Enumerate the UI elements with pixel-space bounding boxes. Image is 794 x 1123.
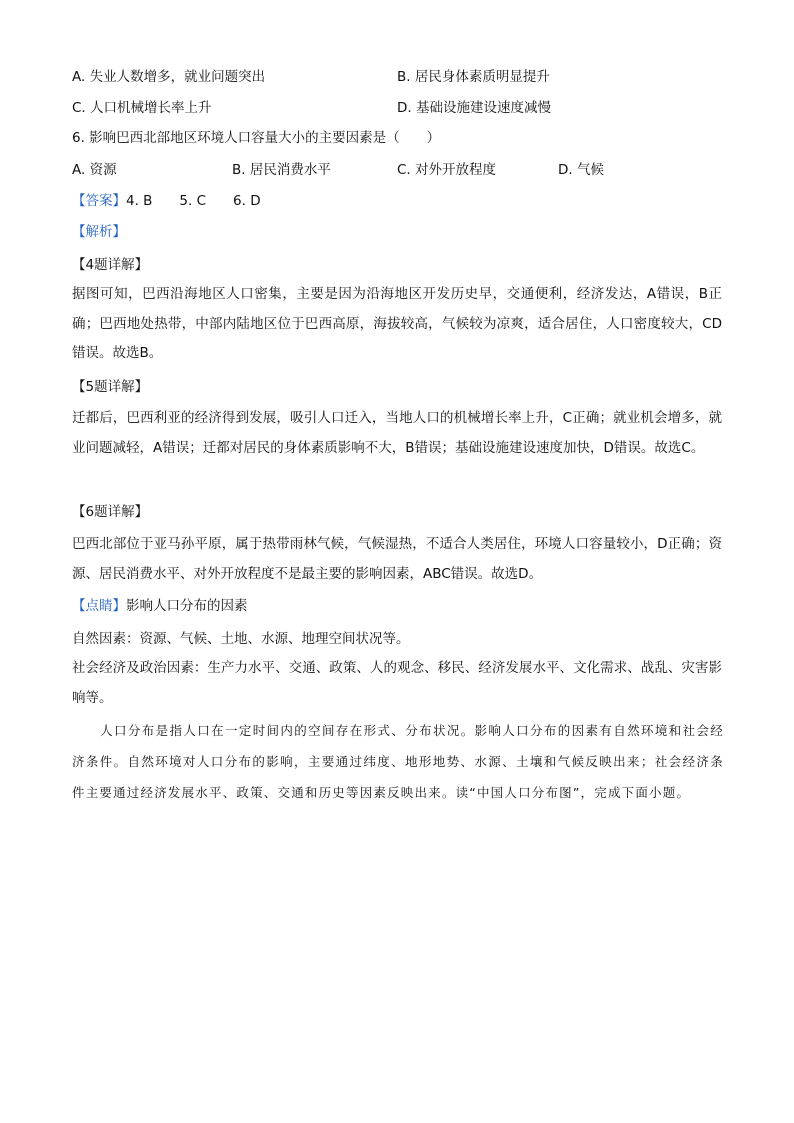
detail4-body: 据图可知，巴西沿海地区人口密集，主要是因为沿海地区开发历史早，交通便利，经济发达，A错误，B正确；巴西地处热带，中部内陆地区位于巴西高原，海拔较高，气候较为凉爽，适合居住，人口密度较大，CD错误。故选B。 <box>72 286 722 361</box>
q6-option-a: A. 资源 <box>72 162 117 178</box>
intro-paragraph <box>72 715 724 808</box>
detail5-heading: 【5题详解】 <box>72 379 149 395</box>
q6-stem: 6. 影响巴西北部地区环境人口容量大小的主要因素是（ ） <box>72 130 441 146</box>
answer-text: 4. B 5. C 6. D <box>126 193 261 209</box>
detail6-heading: 【6题详解】 <box>72 504 149 520</box>
social-factors: 社会经济及政治因素：生产力水平、交通、政策、人的观念、移民、经济发展水平、文化需求、战乱、灾害影响等。 <box>72 660 722 706</box>
answer-tag: 【答案】 <box>72 193 126 209</box>
detail4-heading: 【4题详解】 <box>72 257 149 273</box>
natural-factors: 自然因素：资源、气候、土地、水源、地理空间状况等。 <box>72 631 410 647</box>
q6-option-b: B. 居民消费水平 <box>232 162 331 178</box>
intro-text: 人口分布是指人口在一定时间内的空间存在形式、分布状况。影响人口分布的因素有自然环境和社会经济条件。自然环境对人口分布的影响，主要通过纬度、地形地势、水源、土壤和气候反映出来；社会经济条件主要通过经济发展水平、政策、交通和历史等因素反映出来。读“中国人口分布图”，完成下面小题。 <box>72 723 724 800</box>
answer-line <box>72 191 261 211</box>
q5-option-c: C. 人口机械增长率上升 <box>72 100 212 116</box>
q6-option-c: C. 对外开放程度 <box>397 162 497 178</box>
tip-tag: 【点睛】 <box>72 598 126 614</box>
detail5-body: 迁都后，巴西利亚的经济得到发展，吸引人口迁入，当地人口的机械增长率上升，C正确；就业机会增多，就业问题减轻，A错误；迁都对居民的身体素质影响不大，B错误；基础设施建设速度加快，D错误。故选C。 <box>72 410 722 456</box>
tip-line <box>72 596 248 616</box>
q5-option-b: B. 居民身体素质明显提升 <box>397 69 550 85</box>
tip-title: 影响人口分布的因素 <box>126 598 248 614</box>
q5-option-a: A. 失业人数增多，就业问题突出 <box>72 69 266 85</box>
q6-option-d: D. 气候 <box>558 162 604 178</box>
analysis-tag: 【解析】 <box>72 224 126 240</box>
detail6-body: 巴西北部位于亚马孙平原，属于热带雨林气候，气候湿热，不适合人类居住，环境人口容量较小，D正确；资源、居民消费水平、对外开放程度不是最主要的影响因素，ABC错误。故选D。 <box>72 536 722 582</box>
q5-option-d: D. 基础设施建设速度减慢 <box>397 100 551 116</box>
